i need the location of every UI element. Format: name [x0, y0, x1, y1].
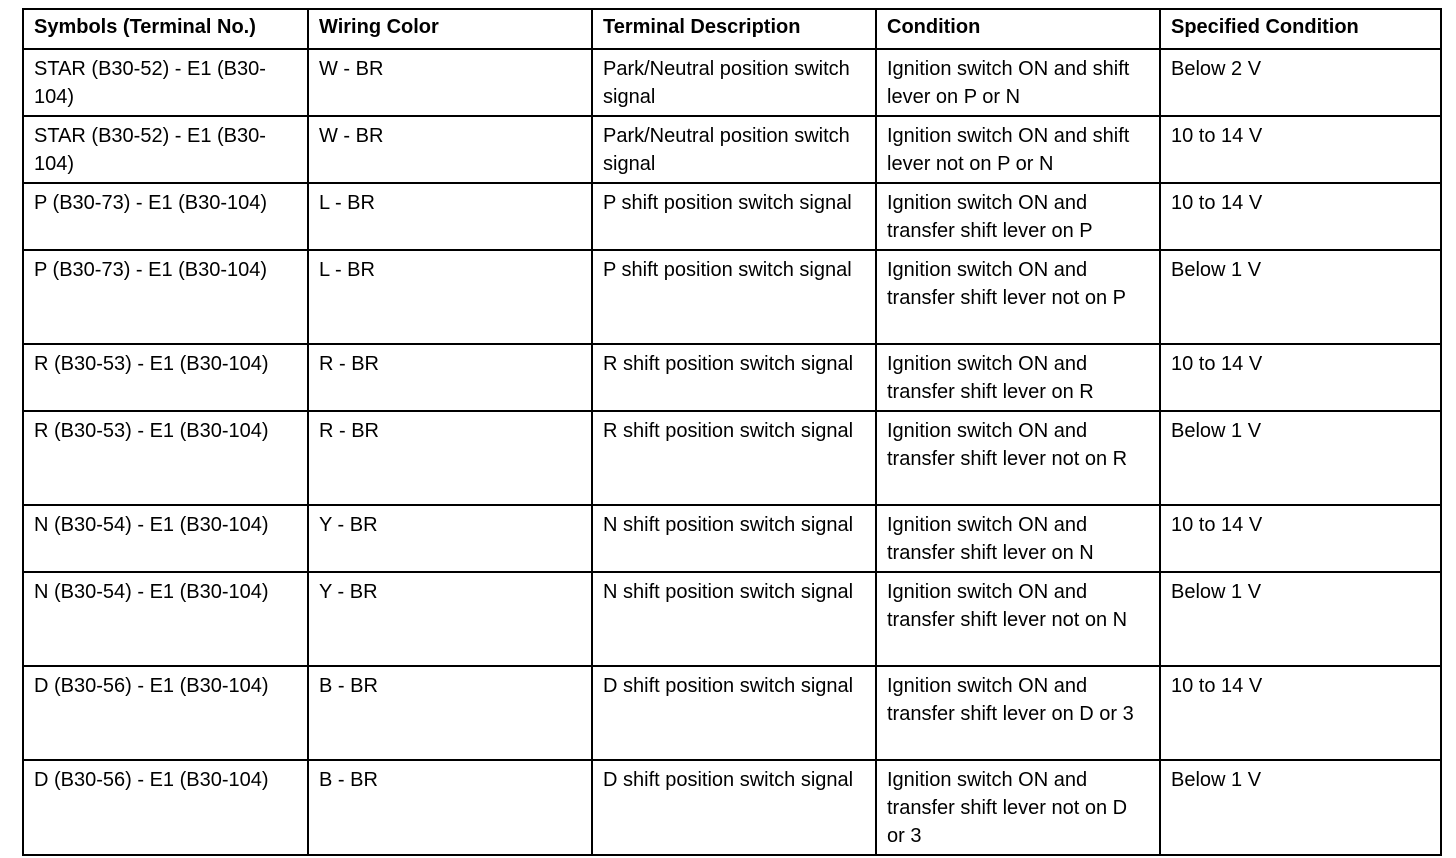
cell-symbol: D (B30-56) - E1 (B30-104)	[23, 760, 308, 855]
table-row	[23, 760, 1441, 855]
cell-symbol: STAR (B30-52) - E1 (B30-104)	[23, 116, 308, 183]
table-row	[23, 116, 1441, 183]
cell-specified-condition: 10 to 14 V	[1160, 666, 1441, 760]
header-specified-condition: Specified Condition	[1160, 9, 1441, 49]
cell-condition: Ignition switch ON and transfer shift lever on P	[876, 183, 1160, 250]
cell-condition: Ignition switch ON and transfer shift lever on R	[876, 344, 1160, 411]
cell-symbol: R (B30-53) - E1 (B30-104)	[23, 344, 308, 411]
cell-description: R shift position switch signal	[592, 411, 876, 505]
header-terminal-description: Terminal Description	[592, 9, 876, 49]
cell-description: D shift position switch signal	[592, 666, 876, 760]
table-row	[23, 572, 1441, 666]
cell-condition: Ignition switch ON and shift lever not on P or N	[876, 116, 1160, 183]
cell-description: P shift position switch signal	[592, 183, 876, 250]
table-row	[23, 666, 1441, 760]
cell-wiring-color: R - BR	[308, 411, 592, 505]
table-row	[23, 250, 1441, 344]
cell-condition: Ignition switch ON and transfer shift lever not on D or 3	[876, 760, 1160, 855]
table-row	[23, 49, 1441, 116]
cell-description: P shift position switch signal	[592, 250, 876, 344]
cell-symbol: D (B30-56) - E1 (B30-104)	[23, 666, 308, 760]
table-row	[23, 411, 1441, 505]
cell-description: D shift position switch signal	[592, 760, 876, 855]
cell-description: Park/Neutral position switch signal	[592, 116, 876, 183]
cell-condition: Ignition switch ON and transfer shift lever not on N	[876, 572, 1160, 666]
cell-description: N shift position switch signal	[592, 572, 876, 666]
cell-condition: Ignition switch ON and transfer shift lever not on P	[876, 250, 1160, 344]
cell-wiring-color: W - BR	[308, 49, 592, 116]
cell-specified-condition: 10 to 14 V	[1160, 183, 1441, 250]
table-header	[23, 9, 1441, 49]
cell-wiring-color: W - BR	[308, 116, 592, 183]
cell-condition: Ignition switch ON and transfer shift lever on D or 3	[876, 666, 1160, 760]
header-symbols: Symbols (Terminal No.)	[23, 9, 308, 49]
table-row	[23, 344, 1441, 411]
cell-symbol: N (B30-54) - E1 (B30-104)	[23, 505, 308, 572]
cell-condition: Ignition switch ON and shift lever on P or N	[876, 49, 1160, 116]
table-body	[23, 49, 1441, 855]
cell-specified-condition: 10 to 14 V	[1160, 116, 1441, 183]
cell-specified-condition: Below 1 V	[1160, 411, 1441, 505]
cell-specified-condition: Below 2 V	[1160, 49, 1441, 116]
cell-symbol: R (B30-53) - E1 (B30-104)	[23, 411, 308, 505]
cell-condition: Ignition switch ON and transfer shift lever not on R	[876, 411, 1160, 505]
cell-specified-condition: Below 1 V	[1160, 572, 1441, 666]
cell-description: Park/Neutral position switch signal	[592, 49, 876, 116]
cell-wiring-color: Y - BR	[308, 505, 592, 572]
cell-specified-condition: Below 1 V	[1160, 250, 1441, 344]
header-wiring-color: Wiring Color	[308, 9, 592, 49]
cell-wiring-color: L - BR	[308, 183, 592, 250]
cell-symbol: P (B30-73) - E1 (B30-104)	[23, 250, 308, 344]
table-row	[23, 505, 1441, 572]
header-row	[23, 9, 1441, 49]
cell-condition: Ignition switch ON and transfer shift lever on N	[876, 505, 1160, 572]
cell-symbol: STAR (B30-52) - E1 (B30-104)	[23, 49, 308, 116]
cell-wiring-color: B - BR	[308, 666, 592, 760]
cell-description: N shift position switch signal	[592, 505, 876, 572]
header-condition: Condition	[876, 9, 1160, 49]
cell-wiring-color: L - BR	[308, 250, 592, 344]
cell-wiring-color: R - BR	[308, 344, 592, 411]
cell-symbol: N (B30-54) - E1 (B30-104)	[23, 572, 308, 666]
table-row	[23, 183, 1441, 250]
cell-wiring-color: B - BR	[308, 760, 592, 855]
cell-specified-condition: Below 1 V	[1160, 760, 1441, 855]
cell-description: R shift position switch signal	[592, 344, 876, 411]
cell-specified-condition: 10 to 14 V	[1160, 344, 1441, 411]
cell-specified-condition: 10 to 14 V	[1160, 505, 1441, 572]
terminal-spec-table	[22, 8, 1442, 856]
cell-symbol: P (B30-73) - E1 (B30-104)	[23, 183, 308, 250]
cell-wiring-color: Y - BR	[308, 572, 592, 666]
